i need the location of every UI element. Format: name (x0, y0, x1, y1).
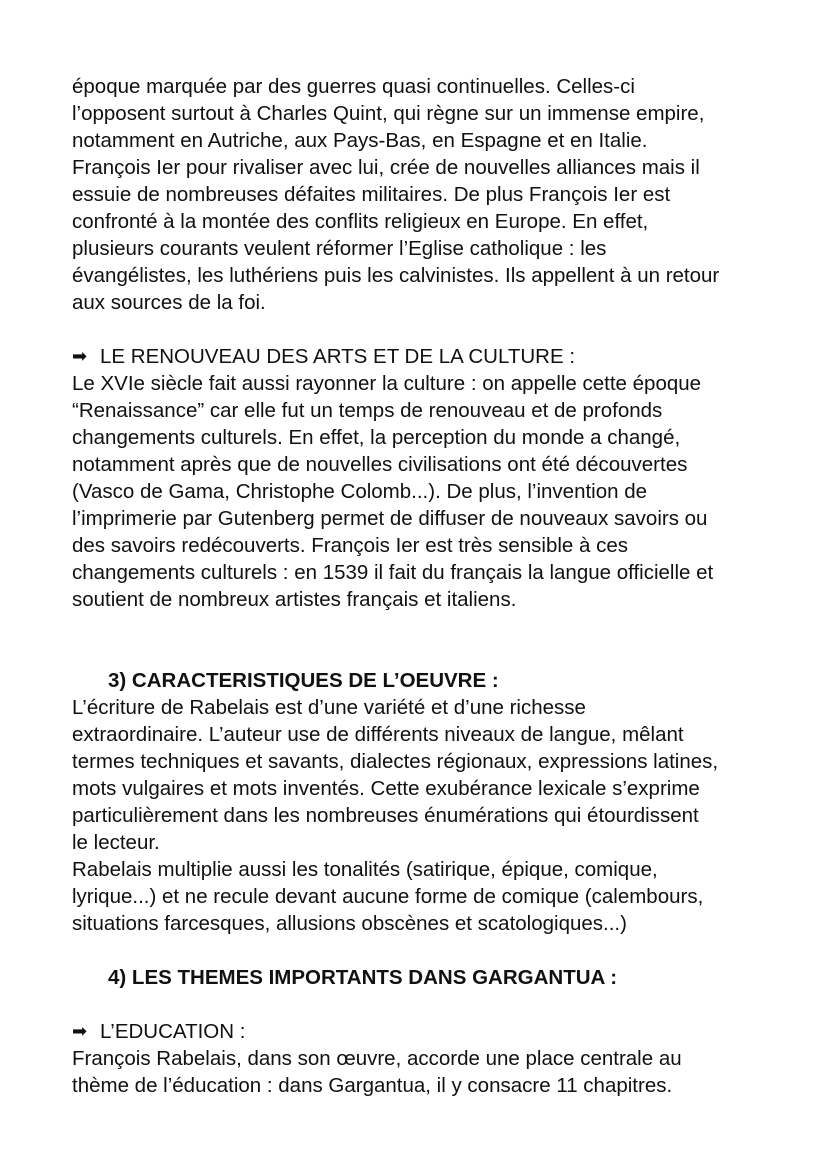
text-line: changements culturels. En effet, la perception du monde a changé, (72, 426, 681, 449)
text-line: confronté à la montée des conflits religieux en Europe. En effet, (72, 210, 649, 233)
renouveau-section (72, 343, 768, 613)
text-line: le lecteur. (72, 831, 160, 854)
text-line: termes techniques et savants, dialectes régionaux, expressions latines, (72, 750, 719, 773)
text-line: notamment en Autriche, aux Pays-Bas, en Espagne et en Italie. (72, 129, 648, 152)
text-line: situations farcesques, allusions obscènes et scatologiques...) (72, 912, 627, 935)
text-line: “Renaissance” car elle fut un temps de renouveau et de profonds (72, 399, 663, 422)
education-section (72, 1018, 768, 1099)
intro-paragraph (72, 73, 768, 316)
text-line: changements culturels : en 1539 il fait du français la langue officielle et (72, 561, 714, 584)
text-line: l’opposent surtout à Charles Quint, qui règne sur un immense empire, (72, 102, 705, 125)
text-line: époque marquée par des guerres quasi continuelles. Celles-ci (72, 75, 635, 98)
text-line: essuie de nombreuses défaites militaires. De plus François Ier est (72, 183, 671, 206)
text-line: François Rabelais, dans son œuvre, accorde une place centrale au (72, 1047, 682, 1070)
text-line: François Ier pour rivaliser avec lui, crée de nouvelles alliances mais il (72, 156, 700, 179)
education-heading (72, 1018, 768, 1045)
text-line: évangélistes, les luthériens puis les calvinistes. Ils appellent à un retour (72, 264, 720, 287)
section-3-heading: 3) CARACTERISTIQUES DE L’OEUVRE : (108, 669, 499, 692)
text-line: soutient de nombreux artistes français et italiens. (72, 588, 517, 611)
text-line: L’écriture de Rabelais est d’une variété et d’une richesse (72, 696, 586, 719)
text-line: aux sources de la foi. (72, 291, 266, 314)
renouveau-heading (72, 343, 768, 370)
arrow-right-icon: ➡ (72, 1021, 88, 1041)
text-line: Le XVIe siècle fait aussi rayonner la culture : on appelle cette époque (72, 372, 702, 395)
text-line: thème de l’éducation : dans Gargantua, il y consacre 11 chapitres. (72, 1074, 673, 1097)
text-line: (Vasco de Gama, Christophe Colomb...). De plus, l’invention de (72, 480, 648, 503)
text-line: plusieurs courants veulent réformer l’Eglise catholique : les (72, 237, 607, 260)
education-heading-text: L’EDUCATION : (100, 1020, 246, 1043)
text-line: notamment après que de nouvelles civilisations ont été découvertes (72, 453, 688, 476)
arrow-right-icon: ➡ (72, 346, 88, 366)
text-line: mots vulgaires et mots inventés. Cette exubérance lexicale s’exprime (72, 777, 700, 800)
text-line: l’imprimerie par Gutenberg permet de diffuser de nouveaux savoirs ou (72, 507, 708, 530)
text-line: lyrique...) et ne recule devant aucune forme de comique (calembours, (72, 885, 704, 908)
section-3 (72, 667, 768, 937)
section-4-heading: 4) LES THEMES IMPORTANTS DANS GARGANTUA : (108, 966, 618, 989)
section-4 (72, 964, 768, 991)
text-line: Rabelais multiplie aussi les tonalités (satirique, épique, comique, (72, 858, 658, 881)
text-line: particulièrement dans les nombreuses énumérations qui étourdissent (72, 804, 699, 827)
renouveau-heading-text: LE RENOUVEAU DES ARTS ET DE LA CULTURE : (100, 345, 576, 368)
text-line: des savoirs redécouverts. François Ier est très sensible à ces (72, 534, 629, 557)
text-line: extraordinaire. L’auteur use de différents niveaux de langue, mêlant (72, 723, 684, 746)
